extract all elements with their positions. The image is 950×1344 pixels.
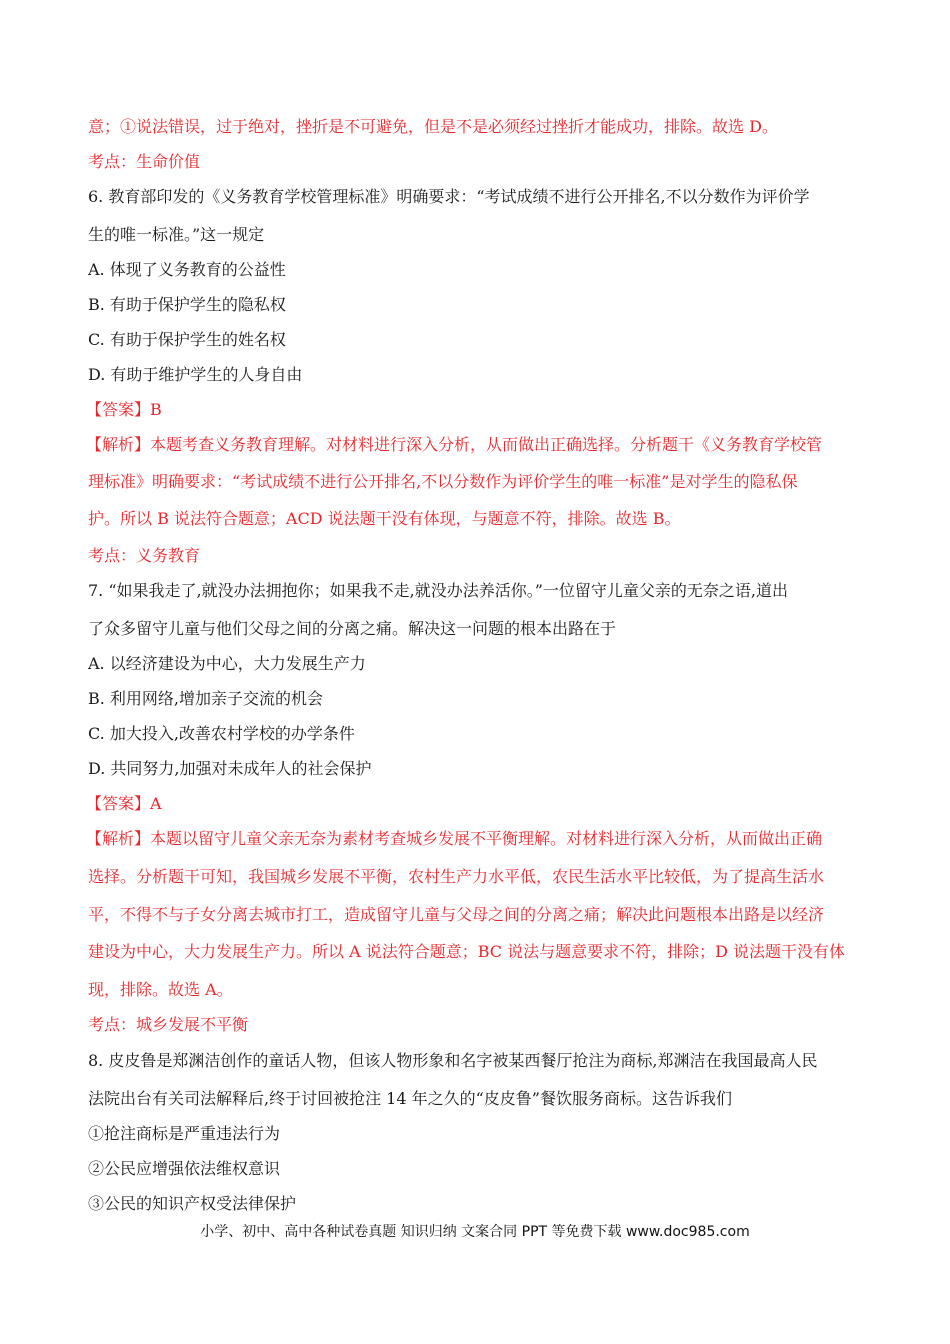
q6-option-a: A. 体现了义务教育的公益性 bbox=[88, 260, 286, 279]
q7-option-d: D. 共同努力,加强对未成年人的社会保护 bbox=[88, 759, 372, 778]
q7-analysis-line-3: 平，不得不与子女分离去城市打工，造成留守儿童与父母之间的分离之痛；解决此问题根本出路是以经济 bbox=[88, 905, 825, 924]
q6-option-b: B. 有助于保护学生的隐私权 bbox=[88, 295, 286, 314]
q6-stem-line-2: 生的唯一标准。”这一规定 bbox=[88, 225, 265, 244]
q5-analysis-tail: 意；①说法错误，过于绝对，挫折是不可避免，但是不是必须经过挫折才能成功，排除。故选 D。 bbox=[88, 117, 778, 136]
q7-option-b: B. 利用网络,增加亲子交流的机会 bbox=[88, 689, 324, 708]
page-footer: 小学、初中、高中各种试卷真题 知识归纳 文案合同 PPT 等免费下载 www.doc985.com bbox=[200, 1224, 750, 1240]
q7-stem-line-2: 了众多留守儿童与他们父母之间的分离之痛。解决这一问题的根本出路在于 bbox=[88, 619, 617, 638]
q6-option-d: D. 有助于维护学生的人身自由 bbox=[88, 365, 303, 384]
q7-stem-line-1: 7. “如果我走了,就没办法拥抱你；如果我不走,就没办法养活你。”一位留守儿童父亲的无奈之语,道出 bbox=[88, 581, 788, 600]
q5-topic: 考点：生命价值 bbox=[88, 152, 201, 171]
q6-stem-line-1: 6. 教育部印发的《义务教育学校管理标准》明确要求：“考试成绩不进行公开排名,不以分数作为评价学 bbox=[88, 187, 810, 206]
q6-answer-label: 【答案】 bbox=[86, 400, 151, 419]
q6-analysis-line-2: 理标准》明确要求：“考试成绩不进行公开排名,不以分数作为评价学生的唯一标准”是对学生的隐私保 bbox=[88, 472, 798, 491]
q8-item-1: ①抢注商标是严重违法行为 bbox=[88, 1124, 281, 1143]
q6-analysis-text-1: 本题考查义务教育理解。对材料进行深入分析，从而做出正确选择。分析题干《义务教育学校管 bbox=[150, 435, 823, 454]
q6-answer-value: B bbox=[150, 400, 162, 419]
q6-option-c: C. 有助于保护学生的姓名权 bbox=[88, 330, 286, 349]
q6-analysis-line-1 bbox=[86, 434, 866, 456]
q7-analysis-line-5: 现，排除。故选 A。 bbox=[88, 980, 233, 999]
q7-analysis-line-2: 选择。分析题干可知，我国城乡发展不平衡，农村生产力水平低，农民生活水平比较低，为了提高生活水 bbox=[88, 867, 825, 886]
q7-answer-label: 【答案】 bbox=[86, 794, 151, 813]
q7-option-a: A. 以经济建设为中心，大力发展生产力 bbox=[88, 654, 366, 673]
q7-topic: 考点：城乡发展不平衡 bbox=[88, 1015, 249, 1034]
q7-answer-value: A bbox=[150, 794, 162, 813]
q8-stem-line-1: 8. 皮皮鲁是郑渊洁创作的童话人物，但该人物形象和名字被某西餐厅抢注为商标,郑渊洁在我国最高人民 bbox=[88, 1051, 818, 1070]
q6-analysis-line-3: 护。所以 B 说法符合题意；ACD 说法题干没有体现，与题意不符，排除。故选 B。 bbox=[88, 509, 681, 528]
q6-analysis-label: 【解析】 bbox=[86, 435, 151, 454]
q6-answer bbox=[86, 399, 866, 421]
q8-item-2: ②公民应增强依法维权意识 bbox=[88, 1159, 281, 1178]
q8-stem-line-2: 法院出台有关司法解释后,终于讨回被抢注 14 年之久的“皮皮鲁”餐饮服务商标。这告诉我们 bbox=[88, 1089, 732, 1108]
q7-analysis-line-4: 建设为中心，大力发展生产力。所以 A 说法符合题意；BC 说法与题意要求不符，排除；D 说法题干没有体 bbox=[88, 942, 846, 961]
q7-analysis-text-1: 本题以留守儿童父亲无奈为素材考查城乡发展不平衡理解。对材料进行深入分析，从而做出正确 bbox=[150, 829, 823, 848]
q7-answer bbox=[86, 793, 866, 815]
q6-topic: 考点：义务教育 bbox=[88, 546, 201, 565]
q7-option-c: C. 加大投入,改善农村学校的办学条件 bbox=[88, 724, 355, 743]
q8-item-3: ③公民的知识产权受法律保护 bbox=[88, 1194, 297, 1213]
q7-analysis-label: 【解析】 bbox=[86, 829, 151, 848]
q7-analysis-line-1 bbox=[86, 828, 866, 850]
